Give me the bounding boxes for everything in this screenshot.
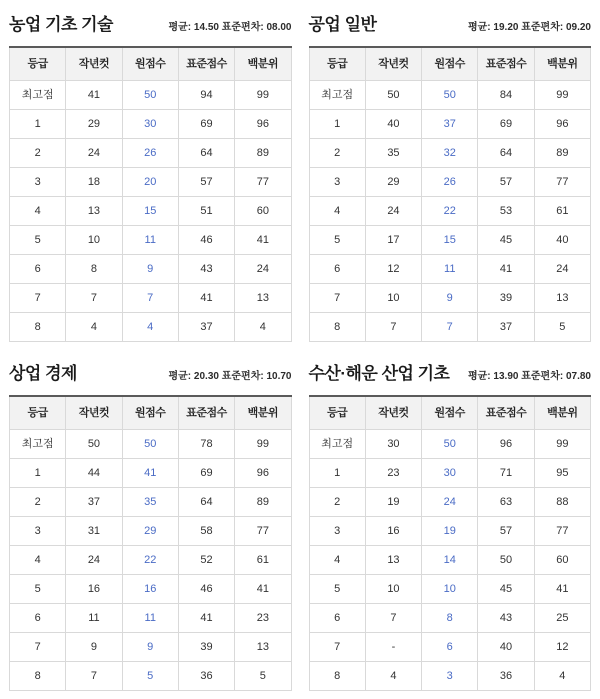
- table-cell: 89: [235, 139, 291, 168]
- raw-score-cell: 19: [422, 517, 478, 546]
- table-row: [10, 313, 292, 342]
- table-cell: 99: [534, 430, 590, 459]
- table-cell: 95: [534, 459, 590, 488]
- table-cell: 88: [534, 488, 590, 517]
- table-cell: 50: [478, 546, 534, 575]
- table-row: [309, 81, 591, 110]
- table-cell: 77: [534, 168, 590, 197]
- table-title: 농업 기초 기술: [9, 15, 113, 34]
- table-stats: 평균: 13.90 표준편차: 07.80: [467, 371, 591, 382]
- table-cell: 46: [178, 575, 234, 604]
- raw-score-cell: 6: [422, 633, 478, 662]
- table-row: [10, 575, 292, 604]
- table-stats: 평균: 14.50 표준편차: 08.00: [168, 22, 292, 33]
- raw-score-cell: 11: [422, 255, 478, 284]
- table-cell: 1: [309, 110, 365, 139]
- table-cell: -: [365, 633, 421, 662]
- table-cell: 46: [178, 226, 234, 255]
- raw-score-cell: 29: [122, 517, 178, 546]
- table-row: [309, 168, 591, 197]
- column-header: 원점수: [422, 47, 478, 81]
- raw-score-cell: 4: [122, 313, 178, 342]
- table-cell: 10: [365, 575, 421, 604]
- column-header: 백분위: [235, 47, 291, 81]
- table-cell: 24: [365, 197, 421, 226]
- raw-score-cell: 7: [422, 313, 478, 342]
- table-cell: 29: [66, 110, 122, 139]
- table-cell: 69: [178, 110, 234, 139]
- raw-score-cell: 3: [422, 662, 478, 691]
- table-cell: 5: [10, 226, 66, 255]
- table-cell: 53: [478, 197, 534, 226]
- table-cell: 11: [66, 604, 122, 633]
- table-row: [10, 430, 292, 459]
- table-cell: 8: [309, 313, 365, 342]
- raw-score-cell: 11: [122, 226, 178, 255]
- table-cell: 40: [478, 633, 534, 662]
- table-cell: 2: [10, 488, 66, 517]
- table-cell: 99: [534, 81, 590, 110]
- table-cell: 30: [365, 430, 421, 459]
- table-row: [309, 662, 591, 691]
- table-cell: 40: [534, 226, 590, 255]
- raw-score-cell: 22: [122, 546, 178, 575]
- table-stats: 평균: 19.20 표준편차: 09.20: [467, 22, 591, 33]
- table-cell: 99: [235, 81, 291, 110]
- table-row: [309, 575, 591, 604]
- table-cell: 39: [478, 284, 534, 313]
- table-cell: 24: [66, 139, 122, 168]
- table-cell: 57: [478, 517, 534, 546]
- table-cell: 36: [178, 662, 234, 691]
- column-header: 원점수: [122, 396, 178, 430]
- table-cell: 8: [66, 255, 122, 284]
- table-cell: 41: [235, 226, 291, 255]
- table-cell: 2: [309, 139, 365, 168]
- table-cell: 3: [309, 517, 365, 546]
- table-cell: 12: [365, 255, 421, 284]
- table-cell: 24: [66, 546, 122, 575]
- column-header: 작년컷: [365, 396, 421, 430]
- raw-score-cell: 26: [422, 168, 478, 197]
- table-cell: 61: [534, 197, 590, 226]
- raw-score-cell: 35: [122, 488, 178, 517]
- column-header: 등급: [10, 396, 66, 430]
- table-cell: 64: [178, 488, 234, 517]
- table-cell: 37: [66, 488, 122, 517]
- table-row: [10, 517, 292, 546]
- table-cell: 60: [534, 546, 590, 575]
- table-cell: 24: [235, 255, 291, 284]
- raw-score-cell: 26: [122, 139, 178, 168]
- table-cell: 24: [534, 255, 590, 284]
- table-cell: 69: [178, 459, 234, 488]
- table-cell: 37: [178, 313, 234, 342]
- raw-score-cell: 7: [122, 284, 178, 313]
- table-cell: 29: [365, 168, 421, 197]
- table-cell: 7: [309, 633, 365, 662]
- table-cell: 1: [10, 110, 66, 139]
- table-stats: 평균: 20.30 표준편차: 10.70: [168, 371, 292, 382]
- table-cell: 5: [309, 575, 365, 604]
- table-cell: 7: [309, 284, 365, 313]
- table-cell: 8: [10, 313, 66, 342]
- table-row: [309, 604, 591, 633]
- table-body: [10, 81, 292, 342]
- raw-score-cell: 30: [422, 459, 478, 488]
- table-cell: 71: [478, 459, 534, 488]
- table-block-fisheries: [309, 357, 592, 691]
- table-cell: 7: [365, 604, 421, 633]
- table-cell: 13: [66, 197, 122, 226]
- table-cell: 19: [365, 488, 421, 517]
- table-cell: 2: [10, 139, 66, 168]
- table-row: [10, 139, 292, 168]
- table-cell: 4: [534, 662, 590, 691]
- table-cell: 58: [178, 517, 234, 546]
- table-cell: 23: [365, 459, 421, 488]
- table-cell: 최고점: [309, 81, 365, 110]
- table-cell: 43: [478, 604, 534, 633]
- table-body: [309, 430, 591, 691]
- raw-score-cell: 20: [122, 168, 178, 197]
- table-block-industry: [309, 8, 592, 342]
- score-table: [9, 395, 292, 691]
- table-block-commerce: [9, 357, 292, 691]
- raw-score-cell: 50: [122, 81, 178, 110]
- table-cell: 36: [478, 662, 534, 691]
- table-cell: 41: [534, 575, 590, 604]
- table-cell: 63: [478, 488, 534, 517]
- table-cell: 7: [66, 284, 122, 313]
- table-body: [309, 81, 591, 342]
- column-header: 표준점수: [178, 396, 234, 430]
- table-header-row: [309, 47, 591, 81]
- column-header: 백분위: [534, 396, 590, 430]
- table-cell: 9: [66, 633, 122, 662]
- table-cell: 57: [178, 168, 234, 197]
- table-cell: 61: [235, 546, 291, 575]
- header-row: [10, 396, 292, 430]
- table-cell: 45: [478, 226, 534, 255]
- table-row: [309, 255, 591, 284]
- raw-score-cell: 30: [122, 110, 178, 139]
- column-header: 백분위: [534, 47, 590, 81]
- table-block-agriculture: [9, 8, 292, 342]
- table-cell: 96: [534, 110, 590, 139]
- table-cell: 6: [10, 604, 66, 633]
- raw-score-cell: 9: [122, 255, 178, 284]
- table-row: [10, 226, 292, 255]
- table-cell: 44: [66, 459, 122, 488]
- table-row: [10, 604, 292, 633]
- table-row: [10, 284, 292, 313]
- table-body: [10, 430, 292, 691]
- table-row: [10, 488, 292, 517]
- raw-score-cell: 9: [422, 284, 478, 313]
- table-cell: 10: [365, 284, 421, 313]
- table-cell: 96: [235, 110, 291, 139]
- table-cell: 39: [178, 633, 234, 662]
- table-cell: 77: [235, 517, 291, 546]
- raw-score-cell: 11: [122, 604, 178, 633]
- block-header: [9, 359, 292, 384]
- raw-score-cell: 15: [122, 197, 178, 226]
- column-header: 백분위: [235, 396, 291, 430]
- score-table: [9, 46, 292, 342]
- table-cell: 35: [365, 139, 421, 168]
- table-cell: 13: [235, 284, 291, 313]
- raw-score-cell: 14: [422, 546, 478, 575]
- table-row: [10, 633, 292, 662]
- column-header: 작년컷: [365, 47, 421, 81]
- table-row: [10, 662, 292, 691]
- table-row: [309, 517, 591, 546]
- table-title: 공업 일반: [308, 15, 377, 34]
- table-cell: 77: [235, 168, 291, 197]
- raw-score-cell: 24: [422, 488, 478, 517]
- column-header: 원점수: [122, 47, 178, 81]
- raw-score-cell: 50: [422, 430, 478, 459]
- table-cell: 최고점: [10, 81, 66, 110]
- table-cell: 96: [235, 459, 291, 488]
- table-cell: 6: [309, 255, 365, 284]
- table-row: [309, 313, 591, 342]
- table-cell: 31: [66, 517, 122, 546]
- column-header: 작년컷: [66, 396, 122, 430]
- table-cell: 57: [478, 168, 534, 197]
- table-row: [309, 139, 591, 168]
- table-title: 상업 경제: [9, 364, 77, 383]
- table-cell: 3: [10, 517, 66, 546]
- table-cell: 7: [365, 313, 421, 342]
- header-row: [10, 47, 292, 81]
- table-cell: 94: [178, 81, 234, 110]
- table-cell: 6: [10, 255, 66, 284]
- table-cell: 89: [534, 139, 590, 168]
- header-row: [309, 47, 591, 81]
- table-cell: 18: [66, 168, 122, 197]
- raw-score-cell: 50: [122, 430, 178, 459]
- table-row: [309, 197, 591, 226]
- table-cell: 4: [10, 197, 66, 226]
- table-cell: 2: [309, 488, 365, 517]
- table-row: [309, 546, 591, 575]
- table-cell: 89: [235, 488, 291, 517]
- table-cell: 5: [534, 313, 590, 342]
- table-cell: 4: [309, 546, 365, 575]
- column-header: 작년컷: [66, 47, 122, 81]
- table-cell: 13: [235, 633, 291, 662]
- table-cell: 40: [365, 110, 421, 139]
- table-row: [309, 633, 591, 662]
- table-cell: 64: [478, 139, 534, 168]
- score-table: [309, 395, 592, 691]
- column-header: 등급: [10, 47, 66, 81]
- table-row: [10, 459, 292, 488]
- table-cell: 50: [66, 430, 122, 459]
- column-header: 원점수: [422, 396, 478, 430]
- table-cell: 77: [534, 517, 590, 546]
- table-cell: 12: [534, 633, 590, 662]
- header-row: [309, 396, 591, 430]
- table-cell: 1: [10, 459, 66, 488]
- table-cell: 69: [478, 110, 534, 139]
- table-cell: 3: [10, 168, 66, 197]
- table-row: [10, 546, 292, 575]
- table-cell: 4: [10, 546, 66, 575]
- table-row: [10, 255, 292, 284]
- table-cell: 17: [365, 226, 421, 255]
- table-cell: 최고점: [10, 430, 66, 459]
- table-row: [10, 81, 292, 110]
- table-cell: 84: [478, 81, 534, 110]
- table-cell: 8: [309, 662, 365, 691]
- table-cell: 78: [178, 430, 234, 459]
- table-title: 수산·해운 산업 기초: [308, 364, 450, 383]
- raw-score-cell: 22: [422, 197, 478, 226]
- table-cell: 51: [178, 197, 234, 226]
- table-cell: 6: [309, 604, 365, 633]
- table-cell: 4: [66, 313, 122, 342]
- column-header: 등급: [309, 47, 365, 81]
- table-row: [309, 459, 591, 488]
- table-cell: 52: [178, 546, 234, 575]
- raw-score-cell: 15: [422, 226, 478, 255]
- table-cell: 37: [478, 313, 534, 342]
- table-cell: 3: [309, 168, 365, 197]
- table-row: [309, 284, 591, 313]
- table-cell: 13: [365, 546, 421, 575]
- raw-score-cell: 10: [422, 575, 478, 604]
- table-cell: 64: [178, 139, 234, 168]
- table-cell: 41: [478, 255, 534, 284]
- table-cell: 1: [309, 459, 365, 488]
- table-row: [309, 430, 591, 459]
- table-cell: 7: [10, 633, 66, 662]
- table-cell: 43: [178, 255, 234, 284]
- table-cell: 41: [235, 575, 291, 604]
- table-cell: 41: [178, 284, 234, 313]
- table-cell: 50: [365, 81, 421, 110]
- raw-score-cell: 50: [422, 81, 478, 110]
- table-header-row: [10, 396, 292, 430]
- column-header: 표준점수: [478, 396, 534, 430]
- block-header: [9, 10, 292, 35]
- table-row: [10, 197, 292, 226]
- table-cell: 41: [178, 604, 234, 633]
- table-cell: 99: [235, 430, 291, 459]
- column-header: 표준점수: [178, 47, 234, 81]
- table-header-row: [10, 47, 292, 81]
- table-cell: 16: [365, 517, 421, 546]
- table-row: [10, 110, 292, 139]
- table-row: [309, 110, 591, 139]
- raw-score-cell: 41: [122, 459, 178, 488]
- raw-score-cell: 16: [122, 575, 178, 604]
- table-cell: 7: [10, 284, 66, 313]
- table-cell: 16: [66, 575, 122, 604]
- table-cell: 4: [365, 662, 421, 691]
- block-header: [309, 10, 592, 35]
- table-cell: 4: [235, 313, 291, 342]
- raw-score-cell: 37: [422, 110, 478, 139]
- raw-score-cell: 8: [422, 604, 478, 633]
- column-header: 등급: [309, 396, 365, 430]
- table-header-row: [309, 396, 591, 430]
- table-cell: 최고점: [309, 430, 365, 459]
- table-cell: 13: [534, 284, 590, 313]
- table-cell: 8: [10, 662, 66, 691]
- block-header: [309, 359, 592, 384]
- raw-score-cell: 9: [122, 633, 178, 662]
- table-cell: 45: [478, 575, 534, 604]
- table-cell: 10: [66, 226, 122, 255]
- table-cell: 96: [478, 430, 534, 459]
- table-cell: 23: [235, 604, 291, 633]
- table-row: [309, 226, 591, 255]
- raw-score-cell: 5: [122, 662, 178, 691]
- score-table: [309, 46, 592, 342]
- table-cell: 5: [235, 662, 291, 691]
- table-cell: 4: [309, 197, 365, 226]
- table-row: [309, 488, 591, 517]
- raw-score-cell: 32: [422, 139, 478, 168]
- table-cell: 25: [534, 604, 590, 633]
- table-row: [10, 168, 292, 197]
- column-header: 표준점수: [478, 47, 534, 81]
- table-cell: 41: [66, 81, 122, 110]
- table-cell: 5: [10, 575, 66, 604]
- table-cell: 60: [235, 197, 291, 226]
- table-cell: 5: [309, 226, 365, 255]
- table-cell: 7: [66, 662, 122, 691]
